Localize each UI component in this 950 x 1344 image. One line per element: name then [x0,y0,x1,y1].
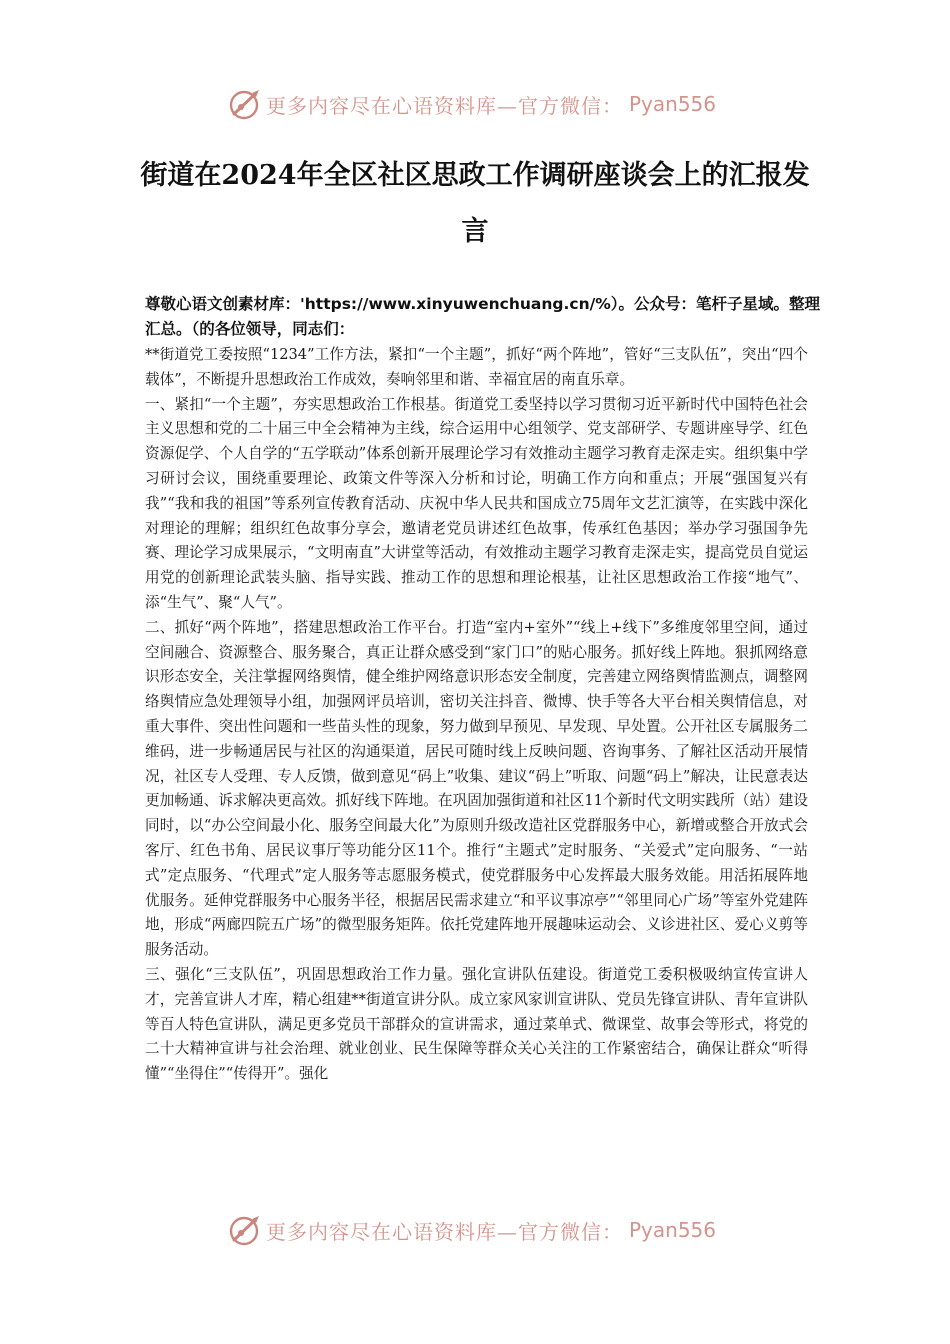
document-body [145,343,808,1087]
paragraph: 三、强化“三支队伍”，巩固思想政治工作力量。强化宣讲队伍建设。街道党工委积极吸纳宣传宣讲人才，完善宣讲人才库，精心组建**街道宣讲分队。成立家风家训宣讲队、党员先锋宣讲队、青年宣讲队等百人特色宣讲队，满足更多党员干部群众的宣讲需求，通过菜单式、微课堂、故事会等形式，将党的二十大精神宣讲与社会治理、就业创业、民生保障等群众关心关注的工作紧密结合，确保让群众“听得懂”“坐得住”“传得开”。强化 [145,965,808,1083]
paragraph: 一、紧扣“一个主题”，夯实思想政治工作根基。街道党工委坚持以学习贯彻习近平新时代中国特色社会主义思想和党的二十届三中全会精神为主线，综合运用中心组领学、党支部研学、专题讲座导学、红色资源促学、个人自学的“五学联动”体系创新开展理论学习有效推动主题学习教育走深走实。组织集中学习研讨会议，围绕重要理论、政策文件等深入分析和讨论，明确工作方向和重点；开展“强国复兴有我”“我和我的祖国”等系列宣传教育活动、庆祝中华人民共和国成立75周年文艺汇演等，在实践中深化对理论的理解；组织红色故事分享会，邀请老党员讲述红色故事，传承红色基因；举办学习强国争先赛、理论学习成果展示，“文明南直”大讲堂等活动，有效推动主题学习教育走深走实，提高党员自觉运用党的创新理论武装头脑、指导实践、推动工作的思想和理论根基，让社区思想政治工作接“地气”、添“生气”、聚“人气”。 [145,395,808,611]
brush-logo-icon [228,87,262,121]
banner-text: 更多内容尽在心语资料库—官方微信： [266,93,623,118]
document-title: 街道在2024年全区社区思政工作调研座谈会上的汇报发言 [140,160,810,247]
header-watermark-banner [228,86,748,122]
banner-wechat-id: Pyan556 [629,1218,717,1242]
footer-watermark-banner [228,1212,748,1248]
paragraph: 二、抓好“两个阵地”，搭建思想政治工作平台。打造“室内+室外”“线上+线下”多维度邻里空间，通过空间融合、资源整合、服务聚合，真正让群众感受到“家门口”的贴心服务。抓好线上阵地。狠抓网络意识形态安全，关注掌握网络舆情，健全维护网络意识形态安全制度，完善建立网络舆情监测点，调整网络舆情应急处理领导小组，加强网评员培训，密切关注抖音、微博、快手等各大平台相关舆情信息，对重大事件、突出性问题和一些苗头性的现象，努力做到早预见、早发现、早处置。公开社区专属服务二维码，进一步畅通居民与社区的沟通渠道，居民可随时线上反映问题、咨询事务、了解社区活动开展情况，社区专人受理、专人反馈，做到意见“码上”收集、建议“码上”听取、问题“码上”解决，让民意表达更加畅通、诉求解决更高效。抓好线下阵地。在巩固加强街道和社区11个新时代文明实践所（站）建设同时，以“办公空间最小化、服务空间最大化”为原则升级改造社区党群服务中心，新增或整合开放式会客厅、红色书角、居民议事厅等功能分区11个。推行“主题式”定时服务、“关爱式”定向服务、“一站式”定点服务、“代理式”定人服务等志愿服务模式，使党群服务中心发挥最大服务效能。用活拓展阵地优服务。延伸党群服务中心服务半径，根据居民需求建立“和平议事凉亭”“邻里同心广场”等室外党建阵地，形成“两廊四院五广场”的微型服务矩阵。依托党建阵地开展趣味运动会、义诊进社区、爱心义剪等服务活动。 [145,618,808,959]
banner-text: 更多内容尽在心语资料库—官方微信： [266,1219,623,1244]
salutation: 尊敬心语文创素材库：'https://www.xinyuwenchuang.cn/%）。公众号：笔杆子星域。整理汇总。（的各位领导，同志们： [145,295,821,338]
banner-wechat-id: Pyan556 [629,92,717,116]
paragraph: **街道党工委按照“1234”工作方法，紧扣“一个主题”，抓好“两个阵地”，管好“三支队伍”，突出“四个载体”，不断提升思想政治工作成效，奏响邻里和谐、幸福宜居的南直乐章。 [145,346,808,388]
brush-logo-icon [228,1213,262,1247]
